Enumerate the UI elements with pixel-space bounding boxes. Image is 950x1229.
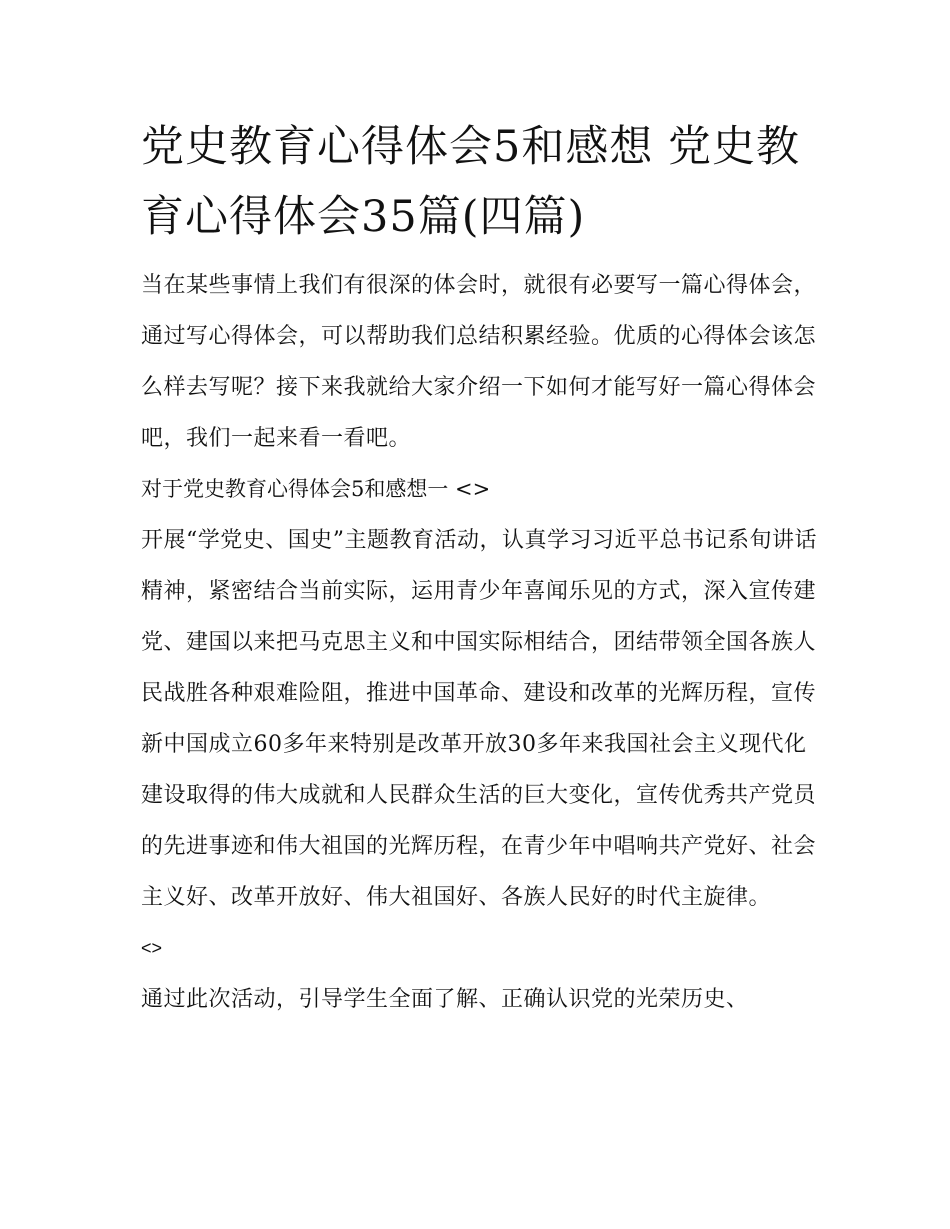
section-heading: 对于党史教育心得体会5和感想一 <> bbox=[141, 477, 491, 501]
section-marker: <> bbox=[141, 938, 163, 958]
document-title: 党史教育心得体会5和感想 党史教育心得体会35篇(四篇) bbox=[141, 122, 801, 242]
closing-paragraph: 通过此次活动，引导学生全面了解、正确认识党的光荣历史、 bbox=[141, 987, 749, 1012]
intro-paragraph: 当在某些事情上我们有很深的体会时，就很有必要写一篇心得体会，通过写心得体会，可以帮助我们总结积累经验。优质的心得体会该怎么样去写呢？接下来我就给大家介绍一下如何才能写好一篇心得体会吧，我们一起来看一看吧。 bbox=[141, 273, 817, 451]
document-page bbox=[141, 112, 821, 1025]
section-body-paragraph: 开展“学党史、国史”主题教育活动，认真学习习近平总书记系旬讲话精神，紧密结合当前实际，运用青少年喜闻乐见的方式，深入宣传建党、建国以来把马克思主义和中国实际相结合，团结带领全国各族人民战胜各种艰难险阻，推进中国革命、建设和改革的光辉历程，宣传新中国成立60多年来特别是改革开放30多年来我国社会主义现代化建设取得的伟大成就和人民群众生活的巨大变化，宣传优秀共产党员的先进事迹和伟大祖国的光辉历程，在青少年中唱响共产党好、社会主义好、改革开放好、伟大祖国好、各族人民好的时代主旋律。 bbox=[141, 528, 817, 910]
